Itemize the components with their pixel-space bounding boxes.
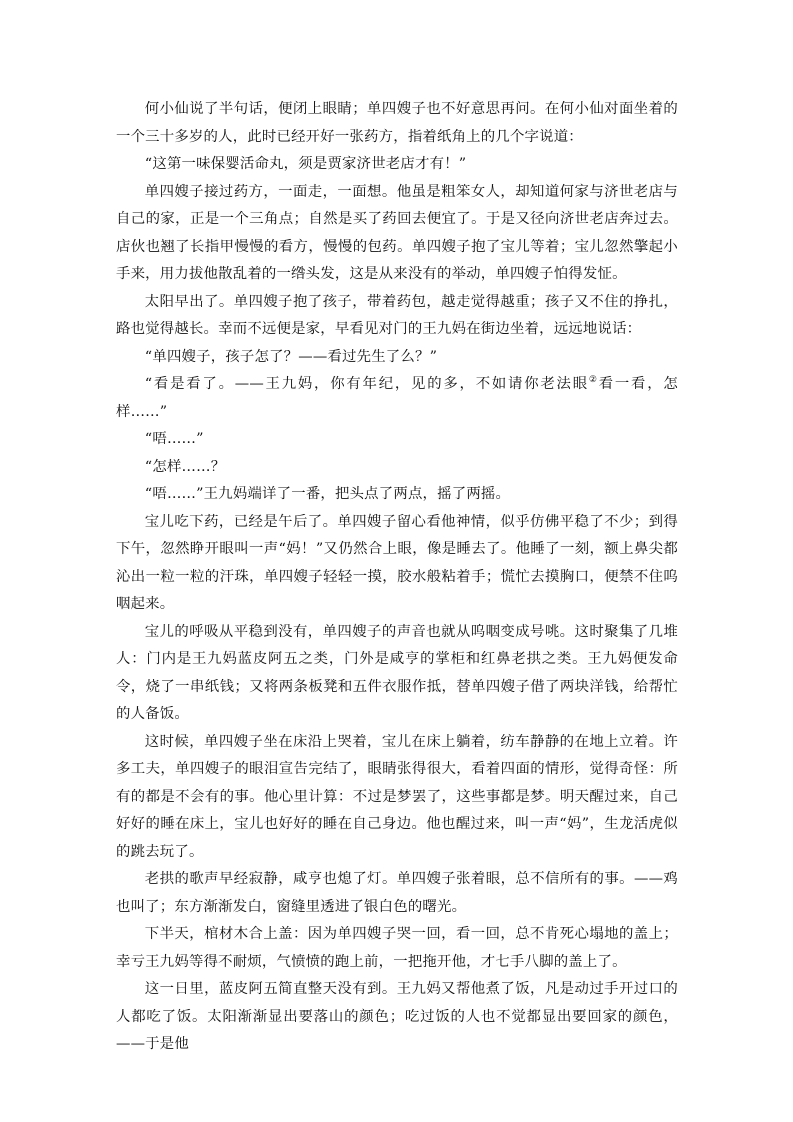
- paragraph: 宝儿吃下药，已经是午后了。单四嫂子留心看他神情，似乎仿佛平稳了不少；到得下午，忽然睁开眼叫一声“妈！”又仍然合上眼，像是睡去了。他睡了一刻，额上鼻尖都沁出一粒一粒的汗珠，单四嫂子轻轻一摸，胶水般粘着手；慌忙去摸胸口，便禁不住呜咽起来。: [116, 513, 678, 612]
- paragraph: 宝儿的呼吸从平稳到没有，单四嫂子的声音也就从呜咽变成号咷。这时聚集了几堆人：门内是王九妈蓝皮阿五之类，门外是咸亨的掌柜和红鼻老拱之类。王九妈便发命令，烧了一串纸钱；又将两条板凳和五件衣服作抵，替单四嫂子借了两块洋钱，给帮忙的人备饭。: [116, 623, 678, 722]
- paragraph: “唔……”: [144, 431, 204, 447]
- paragraph: [116, 371, 678, 426]
- paragraph: “怎样……？: [144, 458, 226, 475]
- paragraph-text: 看一看，怎样……”: [116, 376, 678, 420]
- paragraph: 太阳早出了。单四嫂子抱了孩子，带着药包，越走觉得越重；孩子又不住的挣扎，路也觉得越长。幸而不远便是家，早看见对门的王九妈在街边坐着，远远地说话：: [116, 293, 678, 337]
- paragraph: 下半天，棺材木合上盖：因为单四嫂子哭一回，看一回，总不肯死心塌地的盖上；幸亏王九妈等得不耐烦，气愤愤的跑上前，一把拖开他，才七手八脚的盖上了。: [116, 926, 678, 970]
- footnote-mark: ②: [588, 375, 599, 386]
- paragraph: “这第一味保婴活命丸，须是贾家济世老店才有！”: [144, 156, 467, 172]
- paragraph: 单四嫂子接过药方，一面走，一面想。他虽是粗笨女人，却知道何家与济世老店与自己的家，正是一个三角点；自然是买了药回去便宜了。于是又径向济世老店奔过去。店伙也翘了长指甲慢慢的看方，慢慢的包药。单四嫂子抱了宝儿等着；宝儿忽然擎起小手来，用力拔他散乱着的一绺头发，这是从来没有的举动，单四嫂子怕得发怔。: [116, 183, 678, 282]
- paragraph: “单四嫂子，孩子怎了？——看过先生了么？”: [144, 348, 438, 365]
- paragraph: 何小仙说了半句话，便闭上眼睛；单四嫂子也不好意思再问。在何小仙对面坐着的一个三十多岁的人，此时已经开好一张药方，指着纸角上的几个字说道：: [116, 101, 678, 145]
- paragraph-text: “看是看了。——王九妈，你有年纪，见的多，不如请你老法眼: [144, 376, 589, 392]
- paragraph: 这一日里，蓝皮阿五简直整天没有到。王九妈又帮他煮了饭，凡是动过手开过口的人都吃了饭。太阳渐渐显出要落山的颜色；吃过饭的人也不觉都显出要回家的颜色，——于是他: [116, 981, 678, 1052]
- document-body: [116, 96, 678, 1059]
- paragraph: 老拱的歌声早经寂静，咸亨也熄了灯。单四嫂子张着眼，总不信所有的事。——鸡也叫了；东方渐渐发白，窗缝里透进了银白色的曙光。: [116, 871, 678, 915]
- paragraph: “唔……”王九妈端详了一番，把头点了两点，摇了两摇。: [144, 486, 511, 502]
- paragraph: 这时候，单四嫂子坐在床沿上哭着，宝儿在床上躺着，纺车静静的在地上立着。许多工夫，单四嫂子的眼泪宣告完结了，眼睛张得很大，看着四面的情形，觉得奇怪：所有的都是不会有的事。他心里计算：不过是梦罢了，这些事都是梦。明天醒过来，自己好好的睡在床上，宝儿也好好的睡在自己身边。他也醒过来，叫一声“妈”，生龙活虎似的跳去玩了。: [116, 733, 678, 860]
